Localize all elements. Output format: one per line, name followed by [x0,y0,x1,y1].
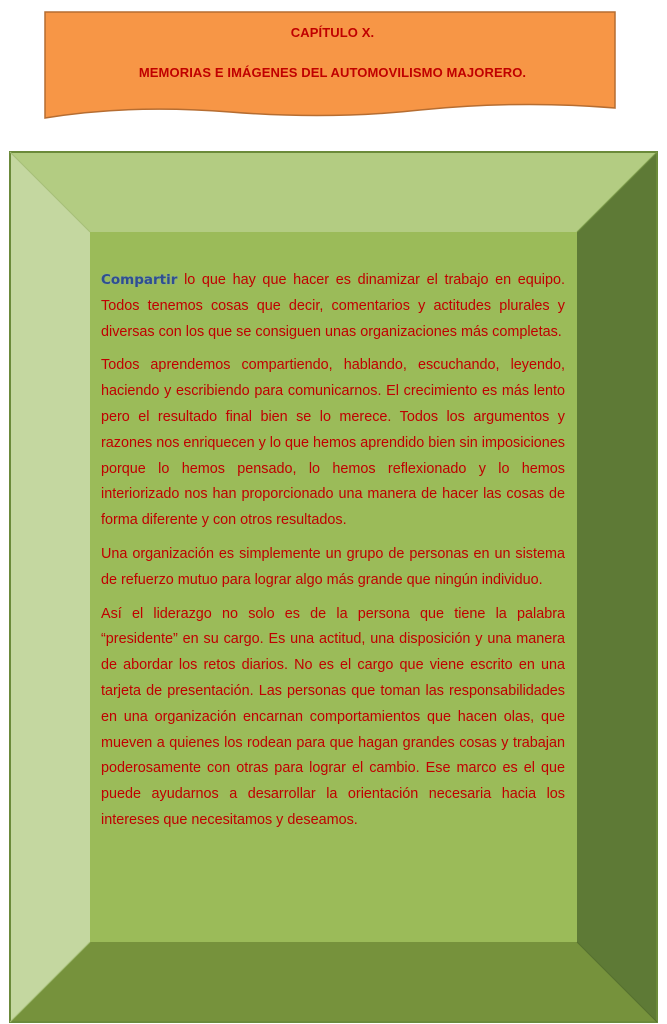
paragraph-4: Así el liderazgo no solo es de la persona que tiene la palabra “presidente” en su cargo. Es una actitud, una disposición y una manera de abordar los retos diarios. No es el cargo que viene escrito en una tarjeta de presentación. Las personas que toman las responsabilidades en una organización encarnan comportamientos que hacen olas, que mueven a quienes los rodean para que hagan grandes cosas y trabajan poderosamente con otras para lograr el cambio. Ese marco es el que puede ayudarnos a desarrollar la orientación necesaria hacia los intereses que necesitamos y deseamos. [101,605,565,828]
paragraph-2: Todos aprendemos compartiendo, hablando, escuchando, leyendo, haciendo y escribiendo para comunicarnos. El crecimiento es más lento pero el resultado final bien se lo merece. Todos los argumentos y razones nos enriquecen y lo que hemos aprendido bien sin imposiciones porque lo hemos pensado, lo hemos reflexionado y lo hemos interiorizado nos han proporcionado una manera de hacer las cosas de forma diferente y con otros resultados. [101,357,565,529]
chapter-banner [0,0,667,140]
chapter-title: MEMORIAS E IMÁGENES DEL AUTOMOVILISMO MAJORERO. [138,65,527,80]
bevel-top [10,152,657,232]
bevel-bottom [10,942,657,1022]
paragraph-1-text: lo que hay que hacer es dinamizar el trabajo en equipo. Todos tenemos cosas que decir, comentarios y actitudes plurales y diversas con los que se consiguen unas organizaciones más completas. [101,272,565,340]
chapter-number: CAPÍTULO X. [290,25,375,40]
paragraph-1 [101,268,565,345]
paragraph-3: Una organización es simplemente un grupo de personas en un sistema de refuerzo mutuo para lograr algo más grande que ningún individuo. [101,545,565,588]
body-text [101,268,565,842]
bevel-right [577,152,657,1022]
lead-word: Compartir [101,272,178,288]
bevel-left [10,152,90,1022]
